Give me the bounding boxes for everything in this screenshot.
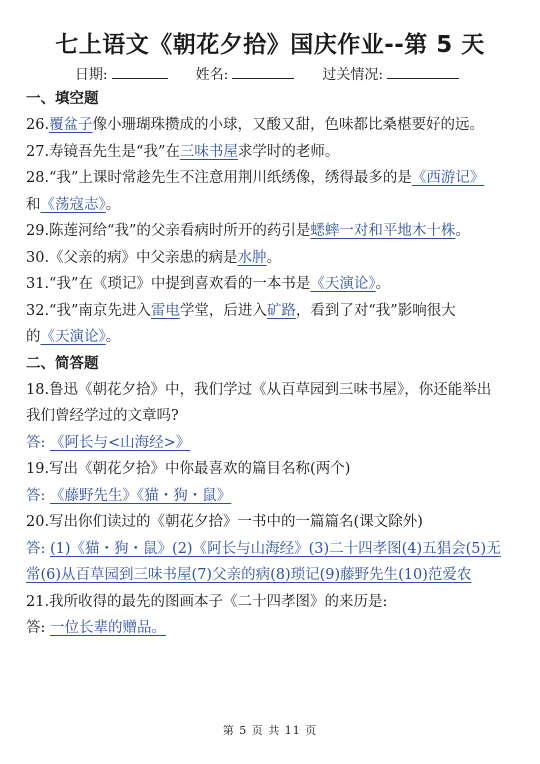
- answer-26: 覆盆子: [49, 117, 93, 133]
- question-text: 像小珊瑚珠攒成的小球，又酸又甜，色味都比桑椹要好的远。: [92, 117, 485, 133]
- question-26: [26, 112, 522, 139]
- question-text: 和: [26, 196, 41, 213]
- question-text: 26.: [26, 117, 50, 133]
- question-18-continued: 我们曾经学过的文章吗?: [26, 408, 179, 424]
- question-text: 28.“我”上课时常趁先生不注意用荆川纸绣像，绣得最多的是: [26, 170, 412, 186]
- question-text: 求学时的老师。: [237, 143, 340, 160]
- question-28-continued: [26, 192, 522, 219]
- answer-18: [26, 430, 522, 457]
- question-21: 21.我所收得的最先的图画本子《二十四孝图》的来历是:: [26, 593, 388, 610]
- question-18: 18.鲁迅《朝花夕拾》中，我们学过《从百草园到三味书屋》，你还能举出: [26, 381, 492, 398]
- question-text: 。: [375, 276, 391, 292]
- date-label: 日期:: [74, 67, 108, 83]
- question-text: 的: [26, 329, 41, 345]
- question-28: [26, 165, 522, 192]
- status-label: 过关情况:: [322, 67, 384, 83]
- date-blank: [112, 64, 168, 79]
- name-blank: [232, 64, 294, 79]
- answer-label: 答:: [26, 620, 46, 636]
- answer-32-a: 雷电: [150, 302, 180, 319]
- answer-text: 一位长辈的赠品。: [50, 620, 166, 636]
- answer-32-b: 矿路: [266, 302, 296, 319]
- answer-21: [26, 615, 522, 642]
- answer-29: 蟋蟀一对和平地木十株: [310, 223, 456, 239]
- question-text: 27.寿镜吾先生是“我”在: [26, 143, 180, 160]
- answer-label: 答:: [26, 434, 46, 451]
- question-text: 。: [105, 196, 121, 213]
- answer-text: 《阿长与<山海经>》: [50, 434, 191, 451]
- question-32-continued: [26, 324, 522, 351]
- answer-text: 《藤野先生》《猫・狗・鼠》: [50, 487, 232, 504]
- question-text: 29.陈莲河给“我”的父亲看病时所开的药引是: [26, 223, 311, 239]
- section-short-answer-heading: 二、简答题: [26, 355, 99, 372]
- section-fill-in-heading: 一、填空题: [26, 91, 99, 107]
- answer-20: [26, 536, 522, 563]
- answer-30: 水肿: [237, 249, 267, 266]
- answer-text: (1)《猫・狗・鼠》(2)《阿长与山海经》(3)二十四孝图(4)五猖会(5)无: [50, 540, 501, 557]
- answer-19: [26, 483, 522, 510]
- question-text: 。: [266, 249, 282, 266]
- question-text: ，看到了对“我”影响很大: [295, 302, 456, 319]
- answer-31: 《天演论》: [310, 276, 376, 292]
- page-number-footer: 第 5 页 共 11 页: [222, 724, 318, 737]
- student-info-row: [0, 64, 540, 84]
- answer-28-b: 《荡寇志》: [40, 196, 106, 213]
- question-29: [26, 218, 522, 245]
- answer-32-c: 《天演论》: [40, 329, 106, 345]
- question-text: 学堂，后进入: [179, 302, 267, 319]
- answer-text: 常(6)从百草园到三味书屋(7)父亲的病(8)琐记(9)藤野先生(10)范爱农: [26, 567, 472, 583]
- question-31: [26, 271, 522, 298]
- name-label: 姓名:: [195, 67, 229, 83]
- page-title: 七上语文《朝花夕拾》国庆作业--第 5 天: [55, 32, 485, 58]
- question-text: 。: [455, 223, 470, 239]
- worksheet-content: [26, 86, 522, 642]
- question-19: 19.写出《朝花夕拾》中你最喜欢的篇目名称(两个): [26, 461, 351, 477]
- question-30: [26, 245, 522, 272]
- question-27: [26, 139, 522, 166]
- status-blank: [387, 64, 459, 79]
- question-20: 20.写出你们读过的《朝花夕拾》一书中的一篇篇名(课文除外): [26, 514, 423, 530]
- answer-20-continued: [26, 562, 522, 589]
- question-32: [26, 298, 522, 325]
- question-text: 32.“我”南京先进入: [26, 302, 151, 319]
- answer-28-a: 《西游记》: [411, 170, 485, 186]
- answer-label: 答:: [26, 540, 46, 557]
- question-text: 31.“我”在《琐记》中提到喜欢看的一本书是: [26, 276, 311, 292]
- answer-27: 三味书屋: [179, 143, 238, 160]
- answer-label: 答:: [26, 487, 46, 504]
- question-text: 30.《父亲的病》中父亲患的病是: [26, 249, 238, 266]
- question-text: 。: [105, 329, 121, 345]
